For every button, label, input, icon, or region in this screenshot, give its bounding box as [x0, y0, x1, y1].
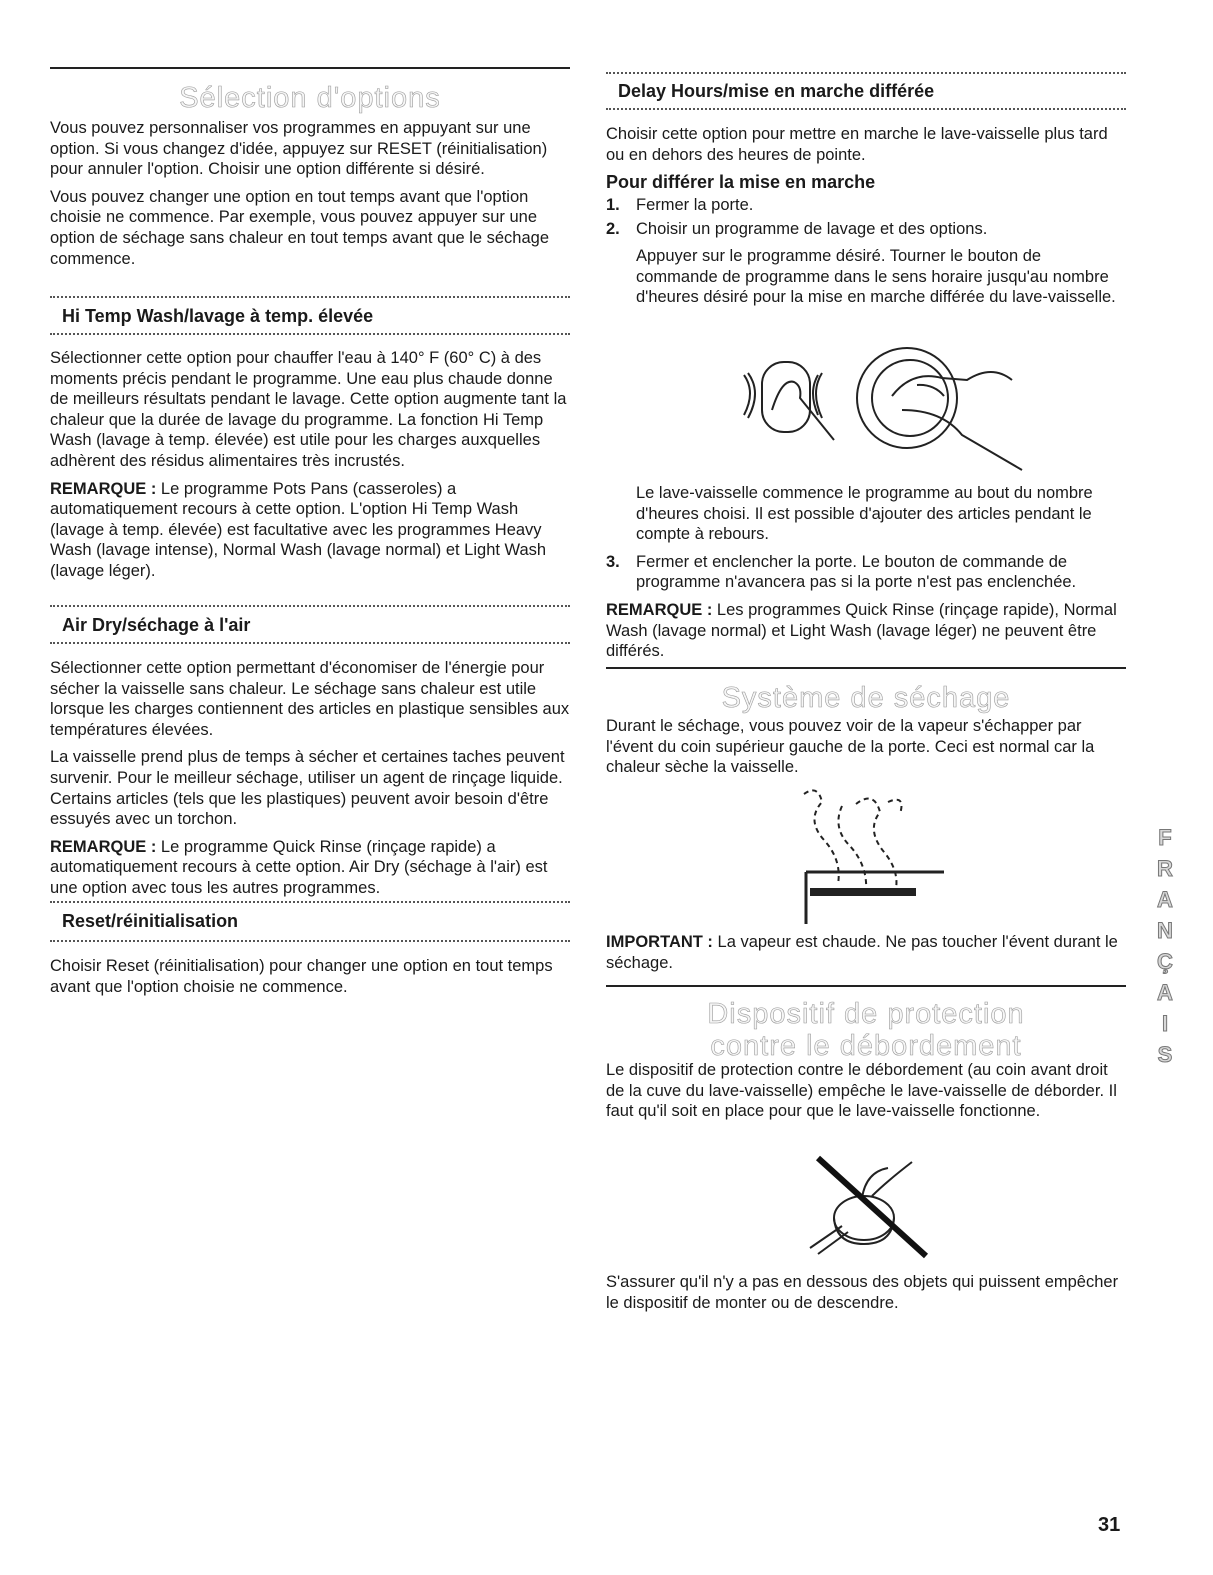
section-rule: [50, 67, 570, 69]
important-label: IMPORTANT :: [606, 933, 713, 951]
air-dry-section: [50, 658, 570, 906]
tab-letter: R: [1157, 856, 1173, 881]
tab-letter: A: [1157, 887, 1173, 912]
subsection-rule: [50, 901, 570, 903]
knob-turn-graphic: [857, 348, 1022, 470]
reset-heading: Reset/réinitialisation: [62, 911, 239, 931]
step-number: 1.: [606, 195, 620, 214]
step-text: Fermer et enclencher la porte. Le bouton de commande de programme n'avancera pas si la porte n'est pas enclenchée.: [636, 552, 1077, 592]
air-dry-body-2: La vaisselle prend plus de temps à sécher et certaines taches peuvent survenir. Pour le meilleur séchage, utiliser un agent de rinçage liquide. Certains articles (tels que les plastiques) peuvent avoir besoin d'être essuyés avec un torchon.: [50, 748, 565, 829]
overfill-float-illustration: [802, 1152, 942, 1262]
overfill-after-text: S'assurer qu'il n'y a pas en dessous des objets qui puissent empêcher le dispositif de monter ou de descendre.: [606, 1273, 1119, 1312]
drying-important: [606, 932, 1126, 973]
overfill-title-line-2: contre le débordement: [710, 1030, 1022, 1062]
page-number: 31: [1098, 1514, 1121, 1536]
note-label: REMARQUE :: [606, 600, 713, 619]
section-title-overfill: [606, 998, 1126, 1062]
reset-body: Choisir Reset (réinitialisation) pour changer une option en tout temps avant que l'option choisie ne commence.: [50, 957, 553, 996]
overfill-body: Le dispositif de protection contre le débordement (au coin avant droit de la cuve du lave-vaisselle) empêche le lave-vaisselle de déborder. Il faut qu'il soit en place pour que le lave-vaisselle fonctionne.: [606, 1061, 1117, 1121]
knob-illustration: [712, 340, 1132, 480]
delay-note: [606, 600, 1126, 662]
air-dry-note: [50, 837, 570, 899]
tab-letter: N: [1157, 918, 1173, 943]
tab-letter: F: [1158, 825, 1172, 850]
steam-graphic: [804, 790, 902, 896]
delay-step-2-detail: Appuyer sur le programme désiré. Tourner le bouton de commande de programme dans le sens horaire jusqu'au nombre d'heures désiré pour la mise en marche différée du lave-vaisselle.: [636, 246, 1116, 307]
subsection-rule: [606, 72, 1126, 74]
tab-letter: S: [1157, 1042, 1173, 1067]
overfill-section: [606, 1060, 1126, 1129]
note-text: Les programmes Quick Rinse (rinçage rapide), Normal Wash (lavage normal) et Light Wash (lavage léger) ne peuvent être différés.: [606, 600, 1117, 661]
language-side-tab: [1140, 822, 1190, 1070]
delay-section-continued: [606, 483, 1126, 669]
section-rule: [606, 985, 1126, 987]
tab-letter: A: [1157, 980, 1173, 1005]
section-title-options: Sélection d'options: [179, 82, 441, 114]
overfill-title-line-1: Dispositif de protection: [707, 998, 1025, 1030]
tab-letter: Ç: [1157, 949, 1173, 974]
subsection-rule: [606, 108, 1126, 110]
step-text: Fermer la porte.: [636, 195, 754, 214]
drying-warning: [606, 932, 1126, 980]
vent-graphic: [810, 888, 916, 896]
subsection-rule: [50, 333, 570, 335]
note-text: Le programme Pots Pans (casseroles) a automatiquement recours à cette option. L'option Hi Temp Wash (lavage à temp. élevée) est facultative avec les programmes Heavy Wash (lavage intense), Normal Wash (lavage normal) et Light Wash (lavage léger).: [50, 479, 547, 580]
steam-vent-illustration: [796, 784, 946, 929]
note-text: Le programme Quick Rinse (rinçage rapide) a automatiquement recours à cette option. Air Dry (séchage à l'air) est une option avec tous les autres programmes.: [50, 837, 548, 897]
hi-temp-body: Sélectionner cette option pour chauffer l'eau à 140° F (60° C) à des moments précis pendant le programme. Une eau plus chaude donne de meilleurs résultats pendant le lavage. Cette option augmente tant la chaleur que la durée de lavage du programme. La fonction Hi Temp Wash (lavage à temp. élevée) est utile pour les charges auxquelles adhèrent des résidus alimentaires très incrustés.: [50, 349, 567, 470]
note-label: REMARQUE :: [50, 479, 157, 498]
air-dry-body-1: Sélectionner cette option permettant d'économiser de l'énergie pour sécher la vaisselle sans chaleur. Le séchage sans chaleur est utile lorsque les charges contiennent des articles en plastique sensibles aux températures élevées.: [50, 659, 570, 739]
delay-intro: Choisir cette option pour mettre en marche le lave-vaisselle plus tard ou en dehors des heures de pointe.: [606, 125, 1108, 164]
hi-temp-note: [50, 479, 570, 582]
hi-temp-heading: Hi Temp Wash/lavage à temp. élevée: [62, 306, 374, 326]
tab-letter: I: [1161, 1011, 1169, 1036]
intro-paragraph-1: Vous pouvez personnaliser vos programmes en appuyant sur une option. Si vous changez d'idée, appuyez sur RESET (réinitialisation) pour annuler l'option. Choisir une option différente si désiré.: [50, 119, 548, 179]
reset-section: [50, 956, 570, 1004]
section-title-drying: Système de séchage: [721, 682, 1011, 714]
delay-heading: Delay Hours/mise en marche différée: [618, 81, 935, 101]
intro-paragraph-2: Vous pouvez changer une option en tout temps avant que l'option choisie ne commence. Par exemple, vous pouvez appuyer sur une option de séchage sans chaleur en tout temps avant que le séchage commence.: [50, 187, 550, 268]
drying-section: [606, 716, 1126, 785]
options-intro: [50, 118, 570, 276]
overfill-after: [606, 1272, 1126, 1320]
subsection-rule: [50, 642, 570, 644]
tab-letter-stack: [1140, 822, 1190, 1070]
hi-temp-section: [50, 348, 570, 589]
drying-body: Durant le séchage, vous pouvez voir de la vapeur s'échapper par l'évent du coin supérieur gauche de la porte. Ceci est normal car la chaleur sèche la vaisselle.: [606, 717, 1095, 777]
step-text: Choisir un programme de lavage et des options.: [636, 220, 988, 239]
subsection-rule: [50, 605, 570, 607]
step-number: 2.: [606, 220, 620, 239]
subsection-rule: [50, 940, 570, 942]
step-number: 3.: [606, 552, 620, 571]
float-graphic: [810, 1162, 912, 1254]
important-text: La vapeur est chaude. Ne pas toucher l'évent durant le séchage.: [606, 933, 1118, 972]
subsection-rule: [50, 296, 570, 298]
delay-subheading: Pour différer la mise en marche: [606, 172, 876, 193]
delay-step-3: [606, 552, 1126, 593]
delay-step-2: [606, 219, 1126, 240]
air-dry-heading: Air Dry/séchage à l'air: [62, 615, 251, 635]
door-vent-graphic: [806, 872, 944, 924]
delay-step-1: [606, 195, 1126, 216]
note-label: REMARQUE :: [50, 837, 157, 856]
delay-section: [606, 124, 1126, 308]
section-rule: [606, 667, 1126, 669]
knob-push-graphic: [744, 362, 834, 440]
delay-step-2-after: Le lave-vaisselle commence le programme au bout du nombre d'heures choisi. Il est possible d'ajouter des articles pendant le compte à rebours.: [636, 484, 1093, 544]
